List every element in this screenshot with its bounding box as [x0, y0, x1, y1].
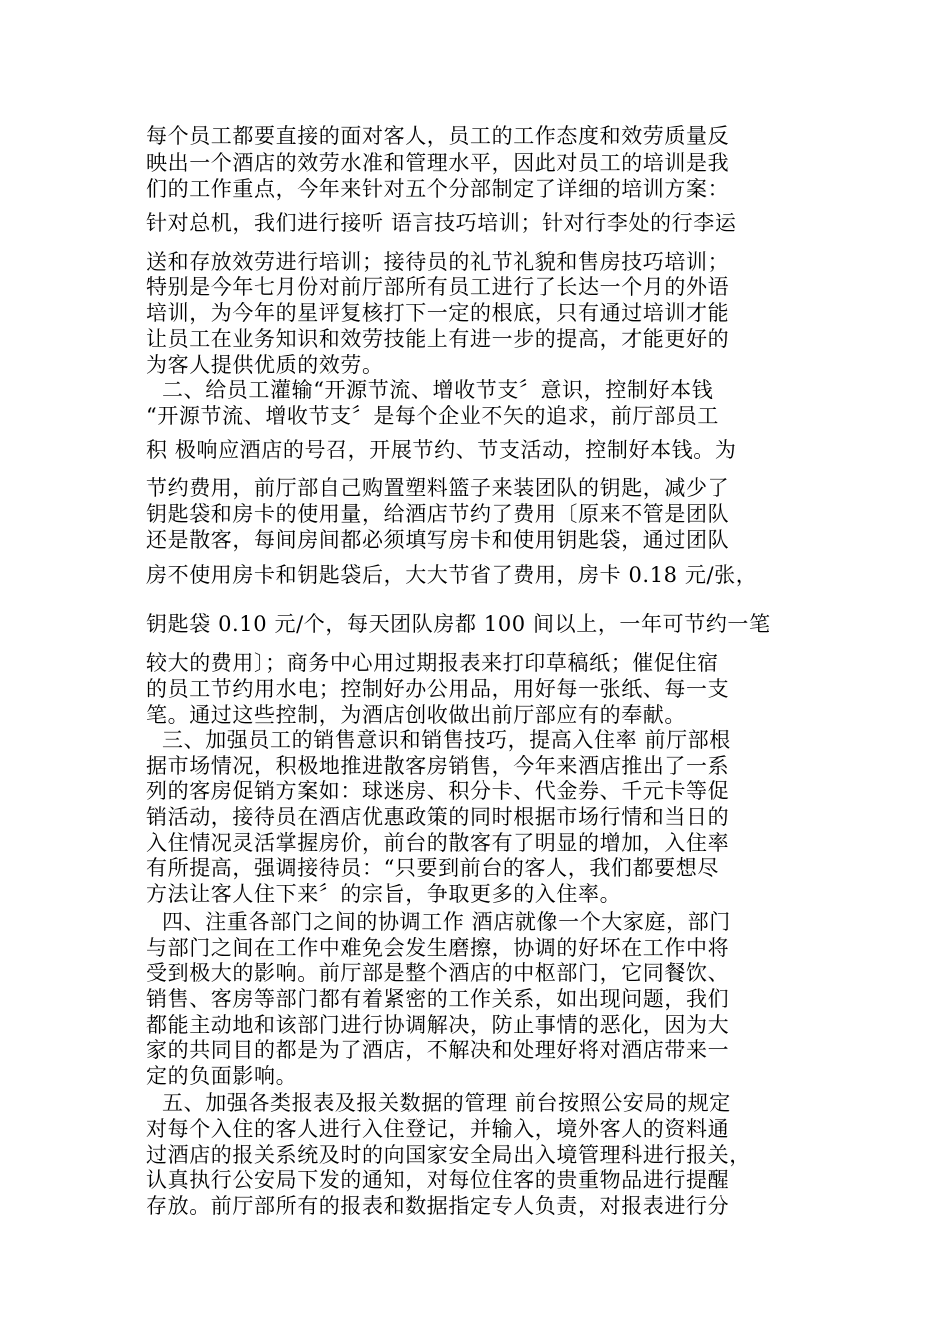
- paragraph-line: 销售、客房等部门都有着紧密的工作关系，如出现问题，我们: [146, 987, 730, 1011]
- paragraph-line: 每个员工都要直接的面对客人，员工的工作态度和效劳质量反: [146, 124, 730, 148]
- paragraph-line: 对每个入住的客人进行入住登记，并输入，境外客人的资料通: [146, 1117, 730, 1141]
- paragraph-line: 列的客房促销方案如：球迷房、积分卡、代金券、千元卡等促: [146, 779, 730, 803]
- paragraph-line: 与部门之间在工作中难免会发生磨擦，协调的好坏在工作中将: [146, 936, 730, 960]
- section-heading: 二、给员工灌输“开源节流、增收节支〞意识，控制好本钱: [162, 378, 714, 402]
- paragraph-line: 培训，为今年的星评复核打下一定的根底，只有通过培训才能: [146, 301, 730, 325]
- section-heading: 四、注重各部门之间的协调工作 酒店就像一个大家庭，部门: [162, 910, 731, 934]
- paragraph-line: 入住情况灵活掌握房价，前台的散客有了明显的增加，入住率: [146, 831, 730, 855]
- paragraph-line: 笔。通过这些控制，为酒店创收做出前厅部应有的奉献。: [146, 703, 686, 727]
- paragraph-line: 较大的费用〕；商务中心用过期报表来打印草稿纸；催促住宿: [146, 651, 719, 675]
- paragraph-line: 房不使用房卡和钥匙袋后，大大节省了费用，房卡 0.18 元/张，: [146, 563, 758, 587]
- paragraph-line: “开源节流、增收节支〞是每个企业不矢的追求，前厅部员工: [146, 404, 719, 428]
- paragraph-line: 还是散客，每间房间都必须填写房卡和使用钥匙袋，通过团队: [146, 528, 730, 552]
- paragraph-line: 节约费用，前厅部自己购置塑料篮子来装团队的钥匙，减少了: [146, 476, 730, 500]
- paragraph-line: 受到极大的影响。前厅部是整个酒店的中枢部门，它同餐饮、: [146, 961, 730, 985]
- paragraph-line: 们的工作重点，今年来针对五个分部制定了详细的培训方案：: [146, 177, 730, 201]
- paragraph-line: 据市场情况，积极地推进散客房销售，今年来酒店推出了一系: [146, 754, 730, 778]
- paragraph-line: 为客人提供优质的效劳。: [146, 353, 384, 377]
- paragraph-line: 存放。前厅部所有的报表和数据指定专人负责，对报表进行分: [146, 1194, 730, 1218]
- paragraph-line: 钥匙袋和房卡的使用量，给酒店节约了费用〔原来不管是团队: [146, 502, 730, 526]
- paragraph-line: 有所提高，强调接待员：“只要到前台的客人，我们都要想尽: [146, 856, 719, 880]
- paragraph-line: 让员工在业务知识和效劳技能上有进一步的提高，才能更好的: [146, 327, 730, 351]
- paragraph-line: 定的负面影响。: [146, 1064, 298, 1088]
- section-heading: 三、加强员工的销售意识和销售技巧，提高入住率 前厅部根: [162, 728, 731, 752]
- paragraph-line: 送和存放效劳进行培训；接待员的礼节礼貌和售房技巧培训；: [146, 250, 730, 274]
- paragraph-line: 映出一个酒店的效劳水准和管理水平，因此对员工的培训是我: [146, 151, 730, 175]
- paragraph-line: 积 极响应酒店的号召，开展节约、节支活动，控制好本钱。为: [146, 438, 737, 462]
- paragraph-line: 钥匙袋 0.10 元/个，每天团队房都 100 间以上，一年可节约一笔: [146, 612, 771, 636]
- paragraph-line: 针对总机，我们进行接听 语言技巧培训；针对行李处的行李运: [146, 211, 737, 235]
- paragraph-line: 方法让客人住下来〞的宗旨，争取更多的入住率。: [146, 882, 622, 906]
- paragraph-line: 家的共同目的都是为了酒店，不解决和处理好将对酒店带来一: [146, 1038, 730, 1062]
- paragraph-line: 的员工节约用水电；控制好办公用品，用好每一张纸、每一支: [146, 677, 730, 701]
- paragraph-line: 销活动，接待员在酒店优惠政策的同时根据市场行情和当日的: [146, 805, 730, 829]
- paragraph-line: 都能主动地和该部门进行协调解决，防止事情的恶化，因为大: [146, 1013, 730, 1037]
- paragraph-line: 特别是今年七月份对前厅部所有员工进行了长达一个月的外语: [146, 275, 730, 299]
- paragraph-line: 认真执行公安局下发的通知，对每位住客的贵重物品进行提醒: [146, 1168, 730, 1192]
- section-heading: 五、加强各类报表及报关数据的管理 前台按照公安局的规定: [162, 1091, 731, 1115]
- paragraph-line: 过酒店的报关系统及时的向国家安全局出入境管理科进行报关，: [146, 1143, 751, 1167]
